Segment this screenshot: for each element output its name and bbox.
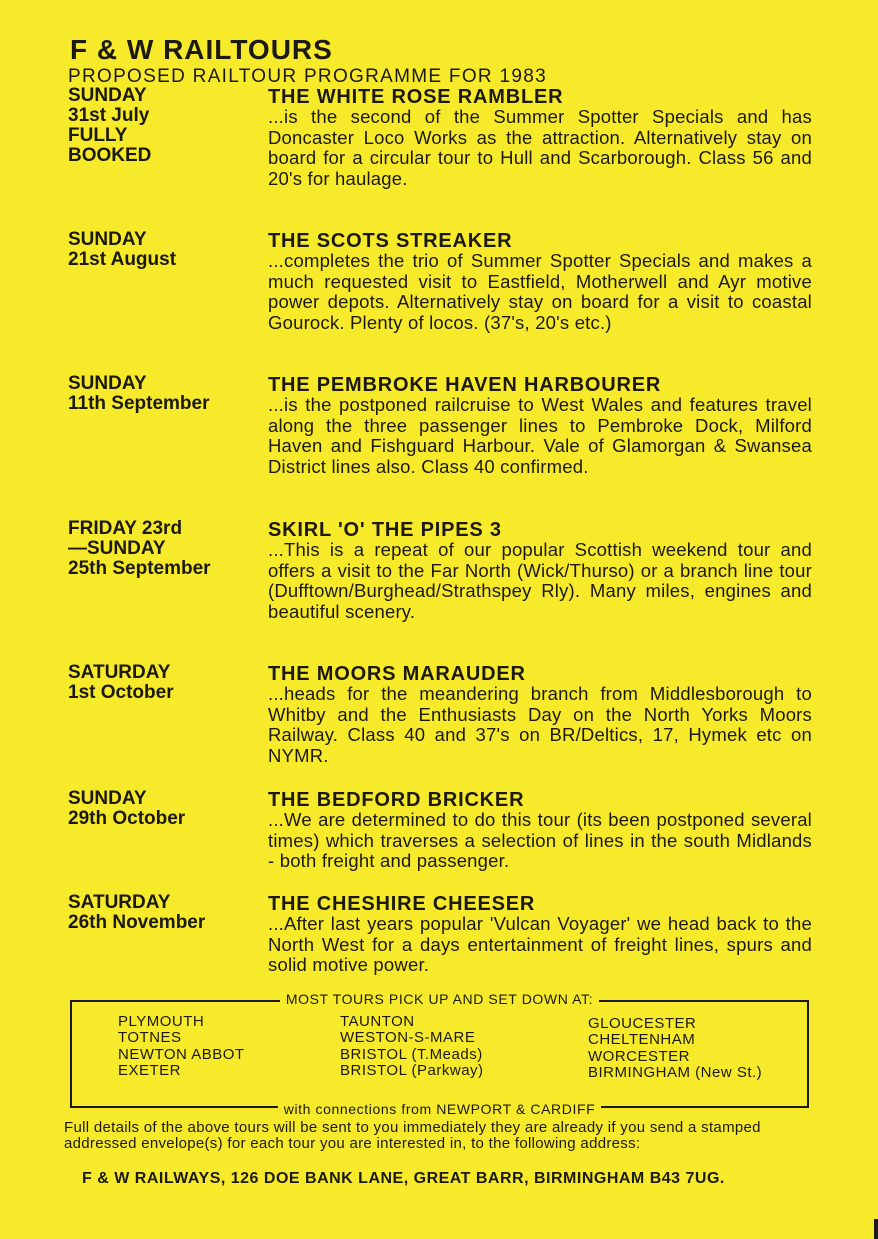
pickup-column-1 (118, 1014, 245, 1079)
pickup-town: BRISTOL (Parkway) (340, 1061, 484, 1079)
tour-name: THE WHITE ROSE RAMBLER (268, 86, 564, 108)
pickup-town: GLOUCESTER (588, 1015, 697, 1032)
tour-date (68, 86, 268, 166)
tour-date-line: FRIDAY 23rd (68, 518, 183, 539)
tour-date-line: SATURDAY (68, 662, 171, 683)
tour-name: SKIRL 'O' THE PIPES 3 (268, 519, 502, 541)
tour-name: THE CHESHIRE CHEESER (268, 893, 536, 915)
pickup-town: WESTON-S-MARE (340, 1029, 476, 1047)
pickup-town: NEWTON ABBOT (118, 1045, 245, 1063)
pickup-town: CHELTENHAM (588, 1031, 696, 1049)
pickup-town: EXETER (118, 1061, 182, 1079)
tour-description: ...This is a repeat of our popular Scottish weekend tour and offers a visit to the Far North (Wick/Thurso) or a branch line tour (Dufftown/Burghead/Strathspey Rly). Many miles, engines and beautiful scenery. (268, 539, 812, 623)
tour-date (68, 893, 268, 933)
pickup-town: TAUNTON (340, 1013, 415, 1030)
pickup-box (70, 991, 809, 1117)
page-title: F & W RAILTOURS (70, 34, 333, 65)
pickup-town: WORCESTER (588, 1047, 690, 1065)
tour-date-line: SUNDAY (68, 788, 147, 809)
page-subtitle: PROPOSED RAILTOUR PROGRAMME FOR 1983 (68, 66, 547, 87)
tour-date-line: —SUNDAY (68, 538, 166, 559)
tour-description: ...We are determined to do this tour (its been postponed several times) which traverses a selection of lines in the south Midlands - both freight and passenger. (268, 809, 812, 872)
tour-description: ...is the postponed railcruise to West Wales and features travel along the three passenger lines to Pembroke Dock, Milford Haven and Fishguard Harbour. Vale of Glamorgan & Swansea District lines also. Class 40 confirmed. (268, 394, 812, 478)
tour-date (68, 374, 268, 414)
tour-date-line: SATURDAY (68, 892, 171, 913)
tour-date-line: 21st August (68, 249, 177, 270)
tour-date (68, 789, 268, 829)
tour-date (68, 519, 268, 579)
tour-date (68, 230, 268, 270)
pickup-town: TOTNES (118, 1029, 182, 1047)
tour-date-line: SUNDAY (68, 85, 147, 106)
pickup-town: BRISTOL (T.Meads) (340, 1045, 483, 1063)
tour-date-line: 31st July (68, 105, 150, 126)
tour-date-line: SUNDAY (68, 373, 147, 394)
tour-date-line: 11th September (68, 393, 210, 414)
tour-description: ...heads for the meandering branch from Middlesborough to Whitby and the Enthusiasts Day on the North Yorks Moors Railway. Class 40 and 37's on BR/Deltics, 17, Hymek etc on NYMR. (268, 683, 812, 767)
tour-description: ...is the second of the Summer Spotter Specials and has Doncaster Loco Works as the attraction. Alternatively stay on board for a circular tour to Hull and Scarborough. Class 56 and 20's for haulage. (268, 106, 812, 190)
tour-name: THE PEMBROKE HAVEN HARBOURER (268, 374, 662, 396)
tour-date (68, 663, 268, 703)
pickup-column-2 (340, 1014, 484, 1079)
tour-date-line: BOOKED (68, 145, 152, 166)
postal-address: F & W RAILWAYS, 126 DOE BANK LANE, GREAT BARR, BIRMINGHAM B43 7UG. (82, 1170, 725, 1187)
scan-edge-mark (874, 1219, 878, 1239)
details-paragraph: Full details of the above tours will be sent to you immediately they are already if you send a stamped addressed envelope(s) for each tour you are interested in, to the following address: (64, 1119, 761, 1152)
pickup-column-3 (588, 1016, 762, 1081)
tour-name: THE SCOTS STREAKER (268, 230, 513, 252)
tour-description: ...completes the trio of Summer Spotter Specials and makes a much requested visit to Eastfield, Motherwell and Ayr motive power depots. Alternatively stay on board for a visit to coastal Gourock. Plenty of locos. (37's, 20's etc.) (268, 250, 812, 334)
tour-date-line: 25th September (68, 558, 211, 579)
tour-name: THE BEDFORD BRICKER (268, 789, 525, 811)
tour-date-line: SUNDAY (68, 229, 147, 250)
pickup-town: BIRMINGHAM (New St.) (588, 1063, 763, 1081)
tour-date-line: 26th November (68, 912, 206, 933)
tour-name: THE MOORS MARAUDER (268, 663, 526, 685)
tour-date-line: 29th October (68, 808, 186, 829)
pickup-heading: MOST TOURS PICK UP AND SET DOWN AT: (280, 991, 599, 1007)
pickup-town: PLYMOUTH (118, 1013, 205, 1030)
tour-date-line: FULLY (68, 125, 128, 146)
tour-date-line: 1st October (68, 682, 174, 703)
connections-note: with connections from NEWPORT & CARDIFF (278, 1101, 602, 1117)
tour-description: ...After last years popular 'Vulcan Voyager' we head back to the North West for a days entertainment of freight lines, spurs and solid motive power. (268, 913, 812, 976)
